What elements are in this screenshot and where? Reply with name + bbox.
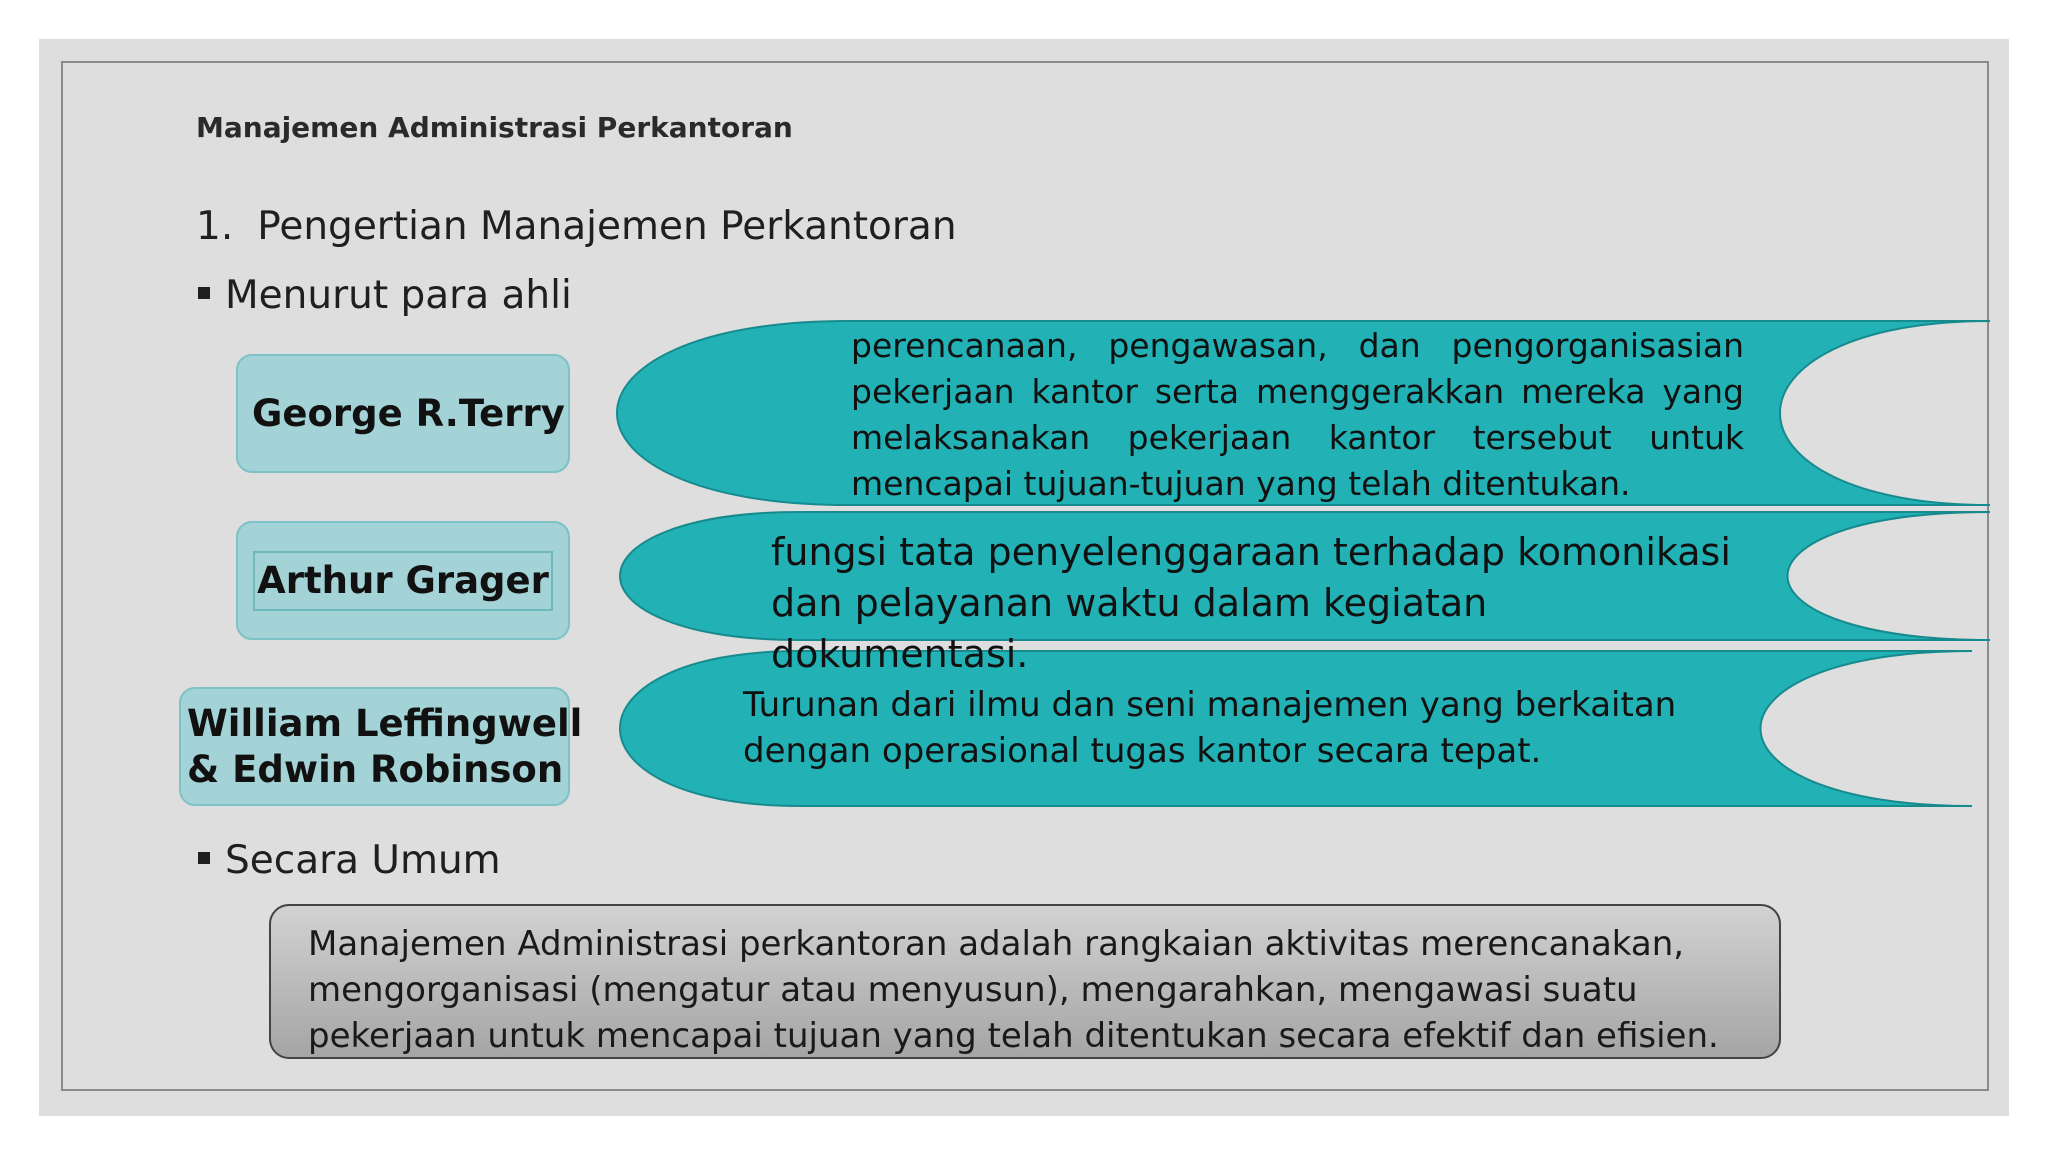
header-title: Manajemen Administrasi Perkantoran — [196, 111, 793, 144]
section-title: Pengertian Manajemen Perkantoran — [257, 204, 957, 249]
expert-name-line: & Edwin Robinson — [187, 747, 564, 791]
bullet-experts-label: Menurut para ahli — [225, 273, 572, 318]
expert-definition: Turunan dari ilmu dan seni manajemen yang berkaitan dengan operasional tugas kantor secara tepat. — [743, 685, 1677, 771]
expert-name-frame — [253, 551, 553, 611]
section-number: 1. — [196, 204, 234, 249]
bullet-general — [198, 838, 501, 883]
expert-name: Arthur Grager — [257, 559, 549, 602]
expert-definition: fungsi tata penyelenggaraan terhadap komonikasi dan pelayanan waktu dalam kegiatan dokumentasi. — [771, 530, 1731, 676]
expert-name: George R.Terry — [252, 392, 565, 435]
expert-box-george-terry — [236, 354, 570, 473]
expert-definition: perencanaan, pengawasan, dan pengorganisasian pekerjaan kantor serta menggerakkan mereka yang melaksanakan pekerjaan kantor tersebut untuk mencapai tujuan-tujuan yang telah ditentukan. — [851, 326, 1744, 503]
bullet-general-label: Secara Umum — [225, 838, 501, 883]
expert-box-leffingwell-robinson — [179, 687, 583, 806]
expert-name-line: William Leffingwell — [187, 701, 583, 745]
expert-name — [187, 701, 582, 793]
square-bullet-icon — [198, 852, 210, 864]
expert-box-arthur-grager — [236, 521, 570, 640]
summary-box: Manajemen Administrasi perkantoran adalah rangkaian aktivitas merencanakan, mengorganisasi (mengatur atau menyusun), mengarahkan, mengawasi suatu pekerjaan untuk mencapai tujuan yang telah ditentukan secara efektif dan efisien. — [269, 904, 1781, 1059]
